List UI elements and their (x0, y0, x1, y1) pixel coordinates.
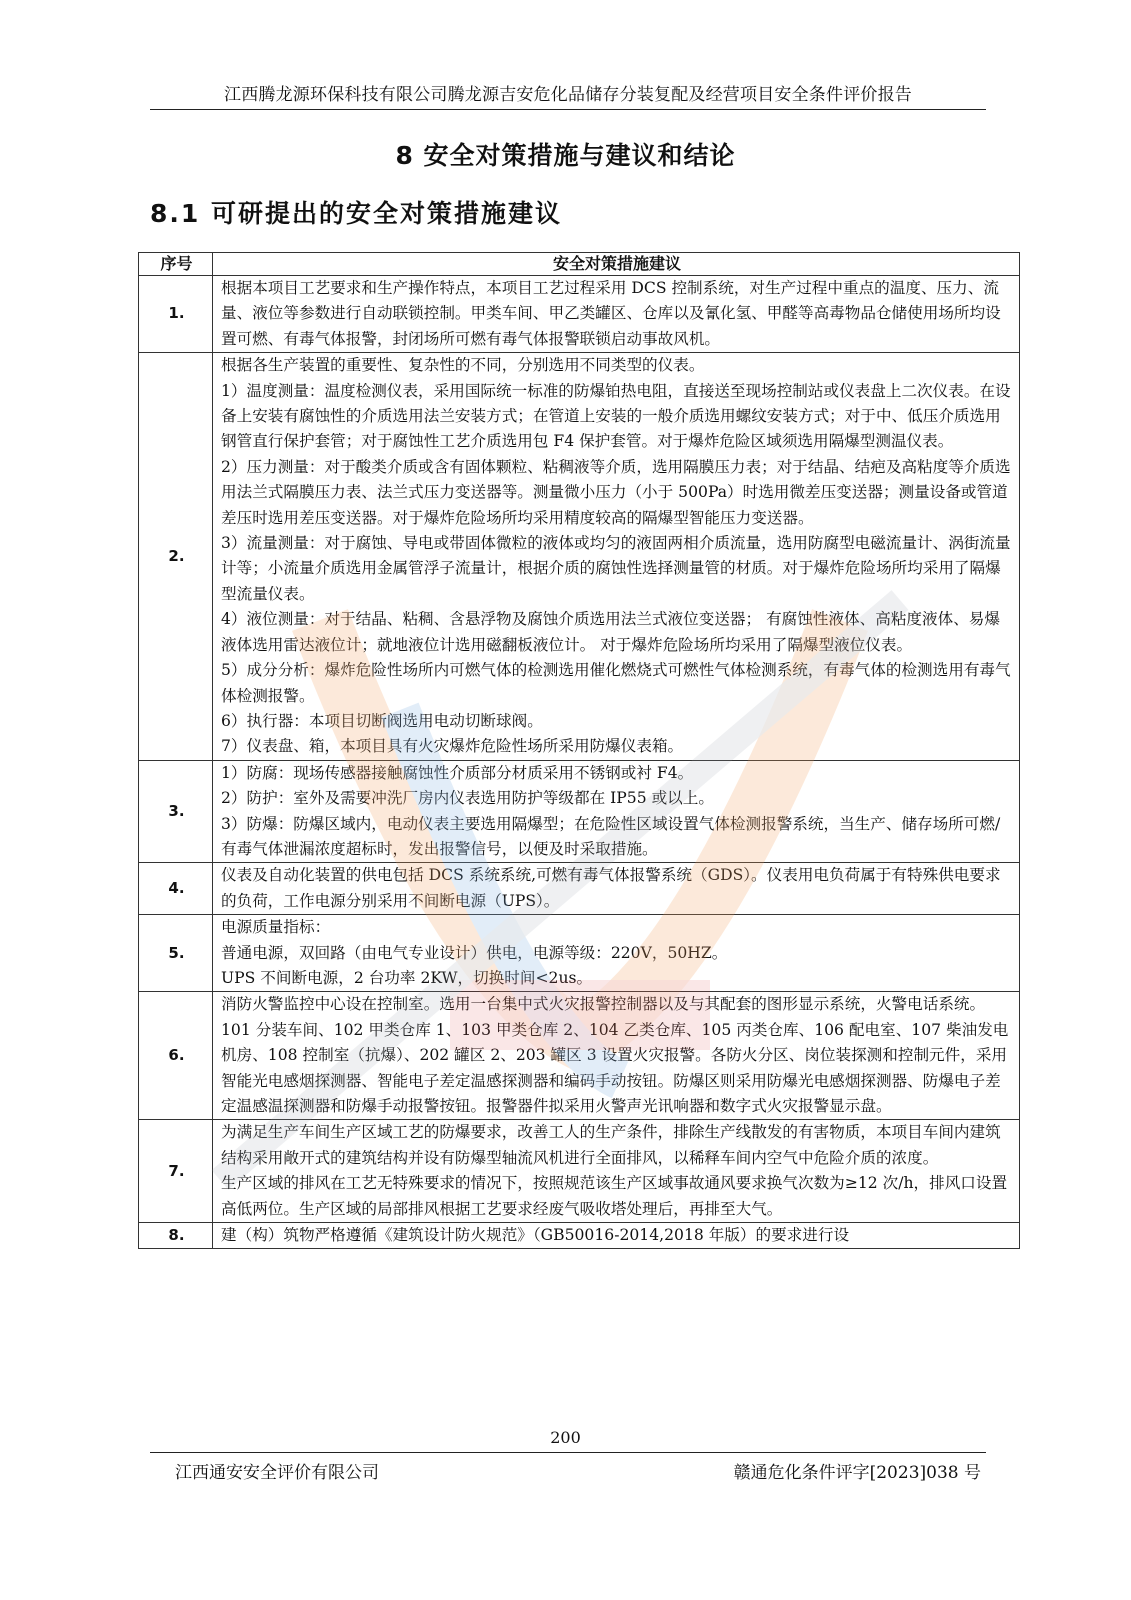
footer-report-code: 赣通危化条件评字[2023]038 号 (733, 1463, 981, 1483)
measure-paragraph: 2）压力测量：对于酸类介质或含有固体颗粒、粘稠液等介质，选用隔膜压力表；对于结晶、结疤及高粘度等介质选用法兰式隔膜压力表、法兰式压力变送器等。测量微小压力（小于 500Pa）时选用微差压变送器；测量设备或管道差压时选用差压变送器。对于爆炸危险场所均采用精度较高的隔爆型智能压力变送器。 (221, 457, 1011, 527)
row-measure-text (213, 276, 1020, 353)
measure-paragraph: 4）液位测量：对于结晶、粘稠、含悬浮物及腐蚀介质选用法兰式液位变送器； 有腐蚀性液体、高粘度液体、易爆液体选用雷达液位计；就地液位计选用磁翻板液位计。 对于爆炸危险场所均采用了隔爆型液位仪表。 (221, 610, 1000, 654)
measure-paragraph: 生产区域的排风在工艺无特殊要求的情况下，按照规范该生产区域事故通风要求换气次数为≥12 次/h，排风口设置高低两位。生产区域的局部排风根据工艺要求经废气吸收塔处理后，再排至大气。 (221, 1174, 1008, 1218)
measure-paragraph: 根据本项目工艺要求和生产操作特点，本项目工艺过程采用 DCS 控制系统，对生产过程中重点的温度、压力、流量、液位等参数进行自动联锁控制。甲类车间、甲乙类罐区、仓库以及氰化氢、甲醛等高毒物品仓储使用场所均设置可燃、有毒气体报警，封闭场所可燃有毒气体报警联锁启动事故风机。 (221, 279, 1001, 348)
row-measure-text (213, 915, 1020, 992)
row-number: 1. (139, 276, 213, 353)
table-row (139, 760, 1020, 863)
measure-paragraph: 1）温度测量：温度检测仪表，采用国际统一标准的防爆铂热电阻，直接送至现场控制站或仪表盘上二次仪表。在设备上安装有腐蚀性的介质选用法兰安装方式；在管道上安装的一般介质选用螺纹安装方式；对于中、低压介质选用钢管直行保护套管；对于腐蚀性工艺介质选用包 F4 保护套管。对于爆炸危险区域须选用隔爆型测温仪表。 (221, 381, 1011, 451)
measure-paragraph: 2）防护：室外及需要冲洗厂房内仪表选用防护等级都在 IP55 或以上。 (221, 789, 714, 808)
row-measure-text (213, 863, 1020, 915)
row-measure-text (213, 1223, 1020, 1249)
measure-paragraph: 为满足生产车间生产区域工艺的防爆要求，改善工人的生产条件，排除生产线散发的有害物质，本项目车间内建筑结构采用敞开式的建筑结构并设有防爆型轴流风机进行全面排风，以稀释车间内空气中危险介质的浓度。 (221, 1123, 1001, 1167)
table-body (139, 276, 1020, 1249)
column-header-content: 安全对策措施建议 (213, 253, 1020, 276)
measure-paragraph: 建（构）筑物严格遵循《建筑设计防火规范》（GB50016-2014,2018 年版）的要求进行设 (221, 1226, 850, 1245)
measure-paragraph: 仪表及自动化装置的供电包括 DCS 系统系统,可燃有毒气体报警系统（GDS）。仪表用电负荷属于有特殊供电要求的负荷，工作电源分别采用不间断电源（UPS）。 (221, 866, 1001, 910)
measure-paragraph: 3）防爆：防爆区域内，电动仪表主要选用隔爆型；在危险性区域设置气体检测报警系统，当生产、储存场所可燃/有毒气体泄漏浓度超标时，发出报警信号，以便及时采取措施。 (221, 814, 1001, 858)
measure-paragraph: 普通电源，双回路（由电气专业设计）供电，电源等级：220V，50HZ。 (221, 943, 728, 962)
table-row (139, 863, 1020, 915)
footer-divider (150, 1452, 986, 1453)
table-row (139, 276, 1020, 353)
measure-paragraph: 消防火警监控中心设在控制室。选用一台集中式火灾报警控制器以及与其配套的图形显示系统，火警电话系统。101 分装车间、102 甲类仓库 1、103 甲类仓库 2、104 乙类仓库、105 丙类仓库、106 配电室、107 柴油发电机房、108 控制室（抗爆）、202 罐区 2、203 罐区 3 设置火灾报警。各防火分区、岗位装探测和控制元件，采用智能光电感烟探测器、智能电子差定温感探测器和编码手动按钮。防爆区则采用防爆光电感烟探测器、防爆电子差定温感温探测器和防爆手动报警按钮。报警器件拟采用火警声光讯响器和数字式火灾报警显示盘。 (221, 995, 1009, 1115)
row-measure-text (213, 353, 1020, 761)
row-measure-text (213, 992, 1020, 1120)
table-row (139, 992, 1020, 1120)
measure-paragraph: UPS 不间断电源，2 台功率 2KW，切换时间<2us。 (221, 968, 593, 987)
column-header-no: 序号 (139, 253, 213, 276)
measure-paragraph: 1）防腐：现场传感器接触腐蚀性介质部分材质采用不锈钢或衬 F4。 (221, 763, 694, 782)
row-number: 5. (139, 915, 213, 992)
measure-paragraph: 6）执行器：本项目切断阀选用电动切断球阀。 (221, 711, 543, 730)
row-number: 3. (139, 760, 213, 863)
page-header: 江西腾龙源环保科技有限公司腾龙源吉安危化品储存分装复配及经营项目安全条件评价报告 (150, 80, 986, 110)
row-number: 2. (139, 353, 213, 761)
page-number: 200 (550, 1428, 581, 1447)
table-row (139, 915, 1020, 992)
table-header-row (139, 253, 1020, 276)
section-title: 8.1 可研提出的安全对策措施建议 (150, 199, 562, 228)
chapter-title: 8 安全对策措施与建议和结论 (395, 141, 736, 170)
measure-paragraph: 5）成分分析：爆炸危险性场所内可燃气体的检测选用催化燃烧式可燃性气体检测系统，有毒气体的检测选用有毒气体检测报警。 (221, 661, 1011, 705)
row-number: 4. (139, 863, 213, 915)
row-number: 6. (139, 992, 213, 1120)
row-number: 7. (139, 1120, 213, 1223)
row-measure-text (213, 1120, 1020, 1223)
measure-paragraph: 7）仪表盘、箱，本项目具有火灾爆炸危险性场所采用防爆仪表箱。 (221, 737, 684, 756)
row-measure-text (213, 760, 1020, 863)
safety-measures-table (138, 252, 1020, 1249)
measure-paragraph: 根据各生产装置的重要性、复杂性的不同，分别选用不同类型的仪表。 (221, 356, 705, 375)
table-row (139, 353, 1020, 761)
table-row (139, 1223, 1020, 1249)
table-row (139, 1120, 1020, 1223)
measure-paragraph: 3）流量测量：对于腐蚀、导电或带固体微粒的液体或均匀的液固两相介质流量，选用防腐型电磁流量计、涡街流量计等；小流量介质选用金属管浮子流量计，根据介质的腐蚀性选择测量管的材质。对于爆炸危险场所均采用了隔爆型流量仪表。 (221, 534, 1011, 603)
measure-paragraph: 电源质量指标： (221, 918, 331, 937)
row-number: 8. (139, 1223, 213, 1249)
footer-company: 江西通安安全评价有限公司 (175, 1463, 379, 1483)
